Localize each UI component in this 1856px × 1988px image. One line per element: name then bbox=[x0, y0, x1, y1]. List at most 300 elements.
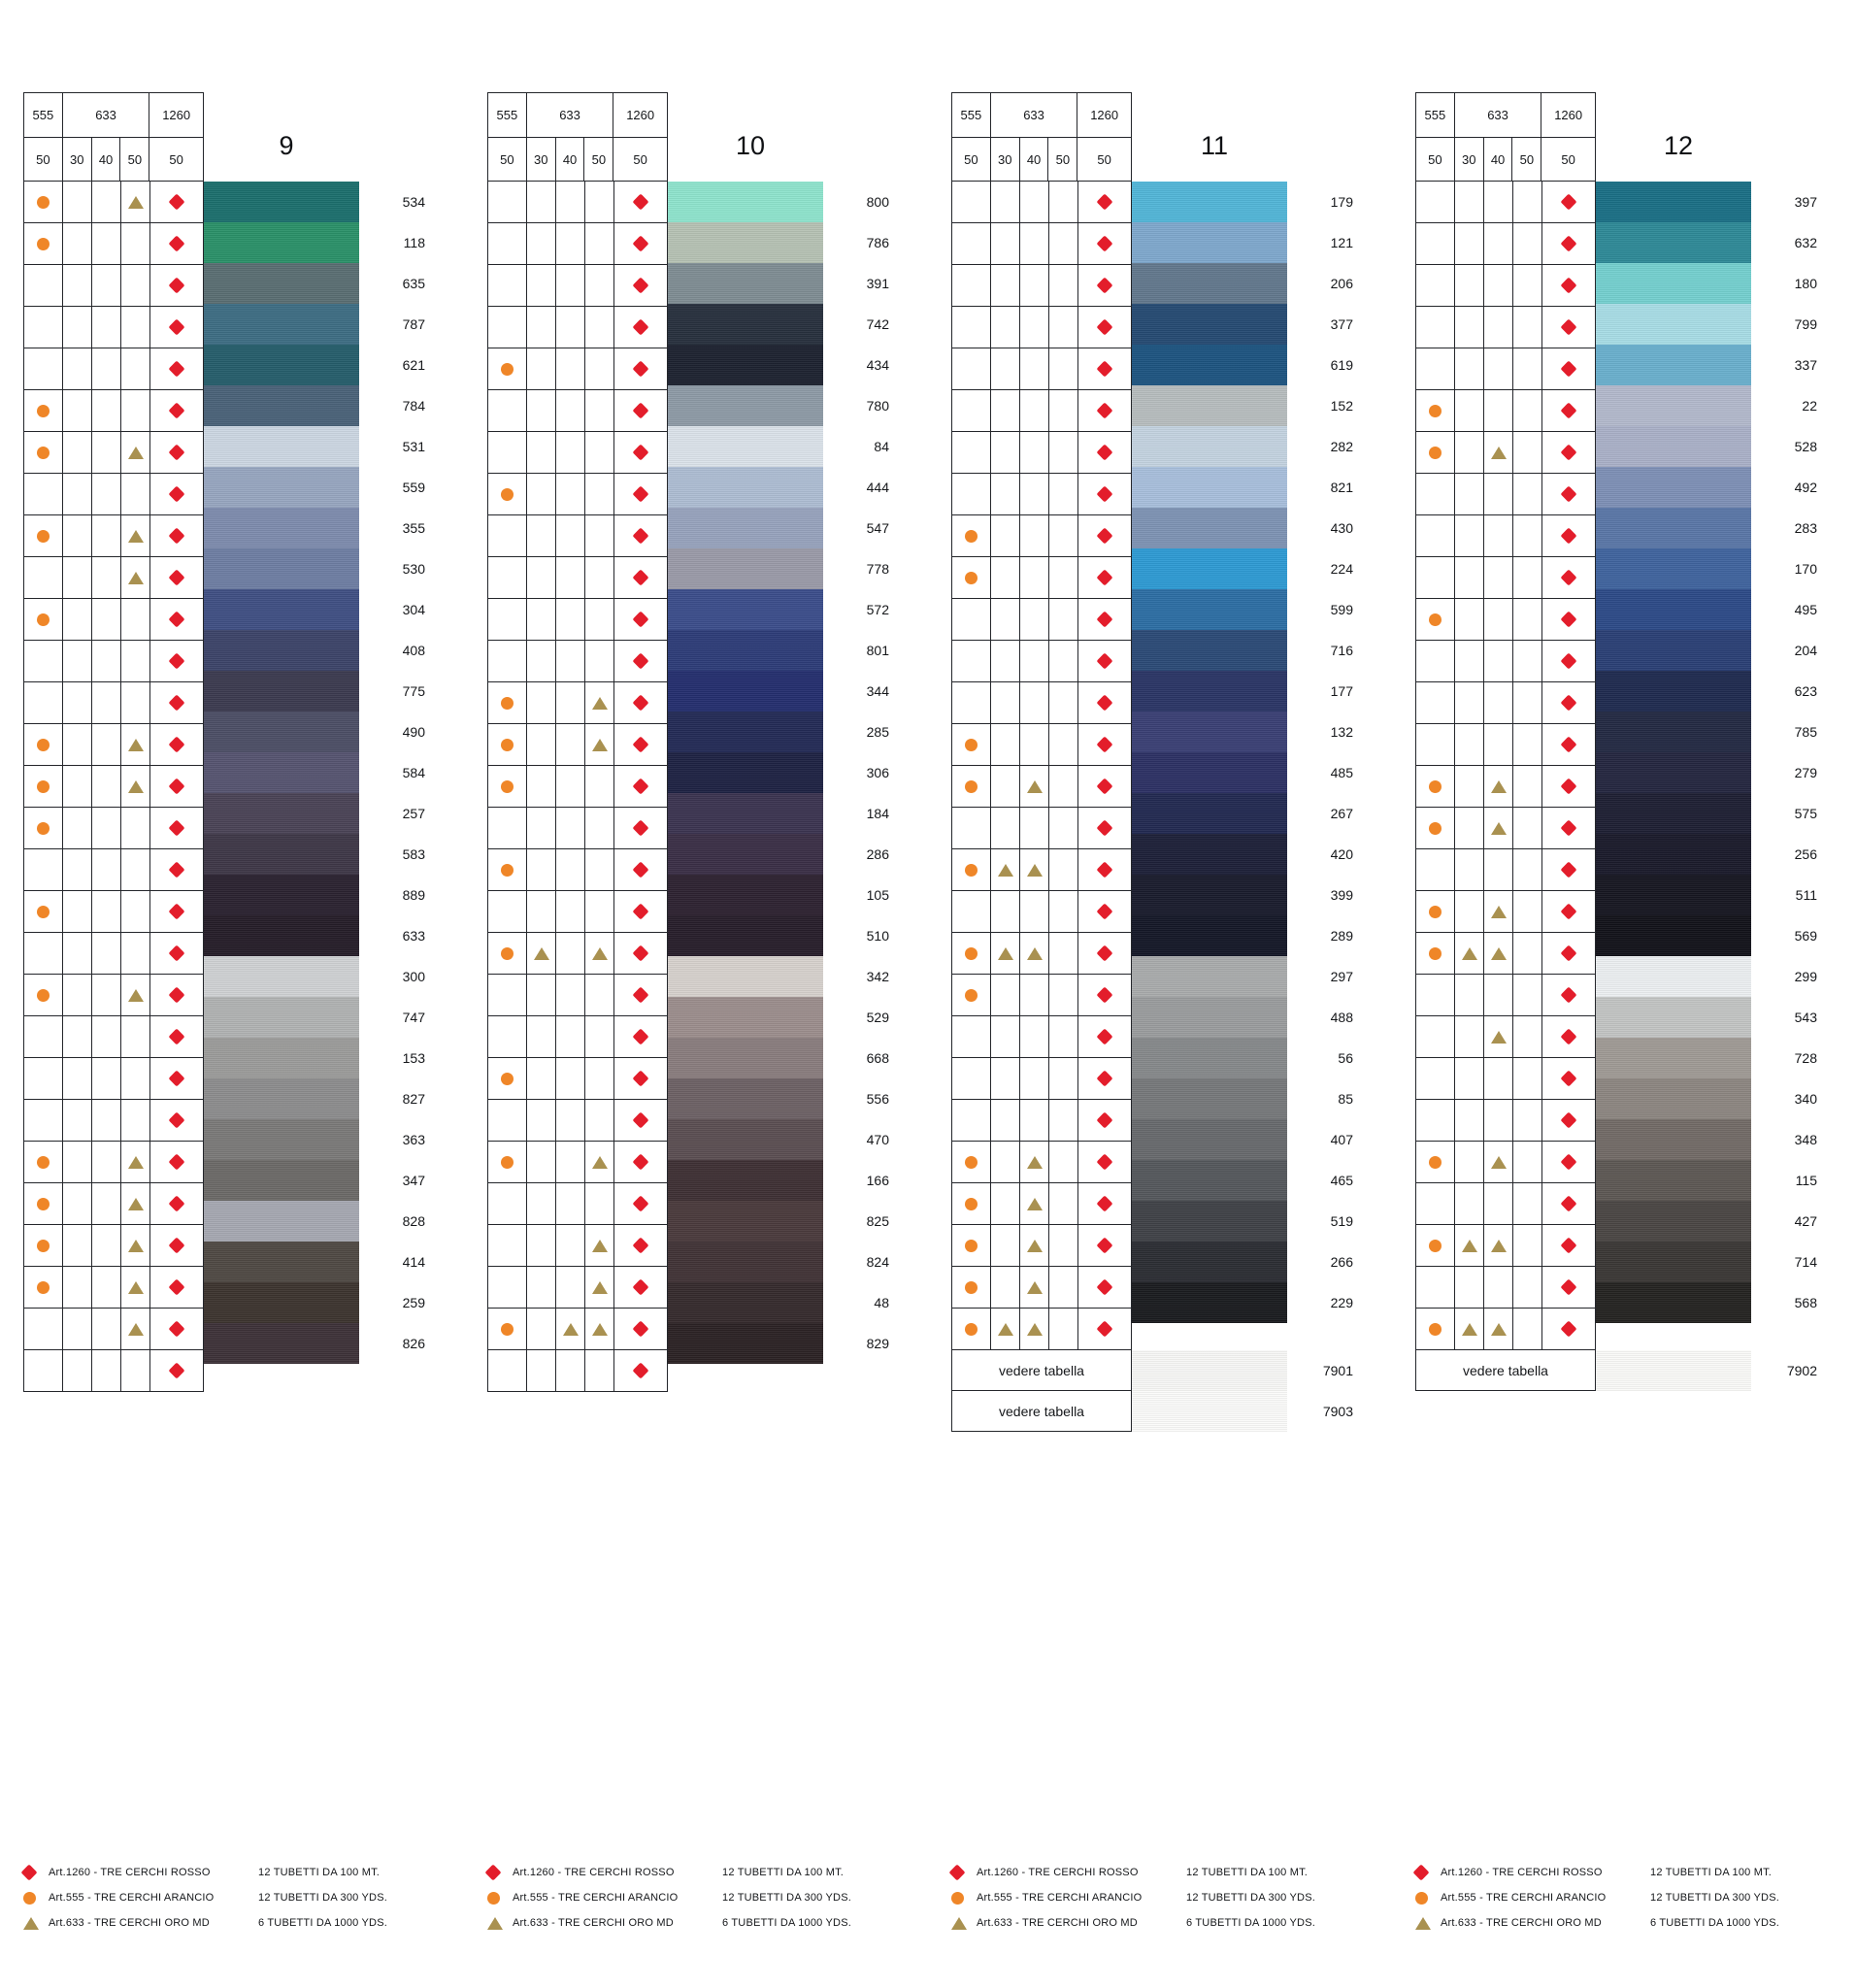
header-art-555: 555 bbox=[488, 93, 527, 137]
panel-number: 9 bbox=[279, 131, 294, 160]
thickness-row bbox=[488, 138, 668, 181]
mark-cell-3 bbox=[1513, 223, 1542, 264]
color-code: 742 bbox=[866, 316, 889, 332]
legend-symbol bbox=[951, 1917, 977, 1930]
mark-cell-1 bbox=[63, 1016, 92, 1057]
mark-cell-4 bbox=[614, 223, 667, 264]
color-swatch bbox=[1132, 426, 1287, 467]
art1260-diamond-icon bbox=[1561, 612, 1577, 628]
swatch-row bbox=[1132, 589, 1369, 630]
mark-cell-1 bbox=[991, 1016, 1020, 1057]
swatch-row bbox=[668, 630, 905, 671]
mark-cell-1 bbox=[527, 682, 556, 723]
table-row bbox=[24, 975, 203, 1016]
color-code: 621 bbox=[402, 357, 425, 373]
thickness-cell-3: 50 bbox=[584, 138, 613, 181]
mark-cell-0 bbox=[1416, 891, 1455, 932]
color-code: 799 bbox=[1794, 316, 1817, 332]
mark-cell-0 bbox=[952, 641, 991, 681]
mark-cell-2 bbox=[1484, 432, 1513, 473]
mark-cell-2 bbox=[1020, 474, 1049, 514]
swatch-row bbox=[1132, 304, 1369, 345]
header-art-633: 633 bbox=[63, 93, 150, 137]
swatch-row bbox=[668, 304, 905, 345]
mark-cell-0 bbox=[488, 1183, 527, 1224]
mark-cell-0 bbox=[24, 1267, 63, 1308]
mark-cell-1 bbox=[527, 1225, 556, 1266]
swatch-row bbox=[1596, 385, 1833, 426]
legend-item bbox=[1415, 1910, 1856, 1936]
mark-cell-1 bbox=[63, 891, 92, 932]
mark-cell-1 bbox=[527, 432, 556, 473]
color-swatch bbox=[1596, 508, 1751, 548]
panel-number: 11 bbox=[1200, 131, 1229, 160]
color-code: 297 bbox=[1330, 969, 1353, 984]
color-swatch bbox=[1596, 671, 1751, 712]
art1260-diamond-icon bbox=[1561, 1321, 1577, 1338]
color-code: 85 bbox=[1338, 1091, 1353, 1107]
swatch-row bbox=[1132, 1242, 1369, 1282]
mark-cell-0 bbox=[952, 1267, 991, 1308]
mark-cell-4 bbox=[614, 390, 667, 431]
color-code: 391 bbox=[866, 276, 889, 291]
art555-dot-icon bbox=[965, 989, 978, 1002]
color-code: 889 bbox=[402, 887, 425, 903]
mark-cell-0 bbox=[1416, 1016, 1455, 1057]
art1260-diamond-icon bbox=[1561, 528, 1577, 545]
mark-cell-4 bbox=[1542, 1142, 1595, 1182]
mark-cell-1 bbox=[63, 1142, 92, 1182]
art1260-diamond-icon bbox=[169, 1196, 185, 1212]
art633-triangle-icon bbox=[998, 864, 1013, 877]
swatch-row bbox=[1596, 1350, 1833, 1391]
mark-cell-3 bbox=[1049, 1016, 1078, 1057]
thickness-cell-4: 50 bbox=[613, 138, 668, 181]
color-swatch bbox=[204, 345, 359, 385]
art633-triangle-icon bbox=[128, 739, 144, 751]
mark-cell-3 bbox=[1049, 891, 1078, 932]
vedere-tabella-label: vedere tabella bbox=[951, 1391, 1132, 1432]
table-row bbox=[488, 348, 667, 390]
mark-cell-2 bbox=[1020, 599, 1049, 640]
legend-quantity: 12 TUBETTI DA 300 YDS. bbox=[1186, 1892, 1315, 1904]
swatch-row bbox=[1132, 222, 1369, 263]
vedere-tabella-label: vedere tabella bbox=[951, 1350, 1132, 1391]
color-swatch bbox=[668, 793, 823, 834]
mark-cell-2 bbox=[1484, 849, 1513, 890]
table-row bbox=[1416, 1183, 1595, 1225]
color-swatch bbox=[204, 793, 359, 834]
mark-cell-0 bbox=[24, 1350, 63, 1391]
legend-name: Art.633 - TRE CERCHI ORO MD bbox=[977, 1917, 1138, 1929]
legend-column bbox=[1392, 1860, 1856, 1936]
mark-cell-4 bbox=[1542, 766, 1595, 807]
legend-symbol bbox=[487, 1892, 513, 1905]
thickness-cell-3: 50 bbox=[120, 138, 149, 181]
mark-cell-2 bbox=[1020, 1309, 1049, 1349]
legend-quantity: 12 TUBETTI DA 100 MT. bbox=[722, 1867, 845, 1878]
mark-cell-2 bbox=[556, 1309, 585, 1349]
color-code: 826 bbox=[402, 1336, 425, 1351]
color-panel-12 bbox=[1392, 92, 1856, 1391]
mark-cell-3 bbox=[1049, 1100, 1078, 1141]
color-code: 259 bbox=[402, 1295, 425, 1310]
art633-triangle-icon bbox=[1491, 822, 1507, 835]
art633-triangle-icon bbox=[128, 1281, 144, 1294]
mark-cell-2 bbox=[1020, 557, 1049, 598]
art555-dot-icon bbox=[1429, 1240, 1442, 1252]
color-code: 282 bbox=[1330, 439, 1353, 454]
table-row bbox=[952, 1142, 1131, 1183]
color-swatch bbox=[1596, 345, 1751, 385]
mark-cell-4 bbox=[1078, 557, 1131, 598]
mark-cell-1 bbox=[527, 766, 556, 807]
mark-cell-1 bbox=[991, 307, 1020, 348]
table-row bbox=[1416, 265, 1595, 307]
art1260-diamond-icon bbox=[633, 653, 649, 670]
mark-cell-4 bbox=[1542, 891, 1595, 932]
mark-cell-1 bbox=[991, 1225, 1020, 1266]
color-swatch bbox=[204, 548, 359, 589]
legend-quantity: 12 TUBETTI DA 300 YDS. bbox=[1650, 1892, 1779, 1904]
mark-cell-4 bbox=[150, 891, 203, 932]
mark-cell-2 bbox=[1020, 265, 1049, 306]
color-code: 568 bbox=[1794, 1295, 1817, 1310]
art633-triangle-icon bbox=[128, 447, 144, 459]
color-swatch bbox=[1596, 426, 1751, 467]
mark-cell-4 bbox=[614, 265, 667, 306]
mark-cell-3 bbox=[121, 1142, 150, 1182]
mark-cell-1 bbox=[991, 432, 1020, 473]
legend-item bbox=[1415, 1860, 1856, 1885]
color-swatch bbox=[1132, 671, 1287, 712]
color-swatch bbox=[1132, 1119, 1287, 1160]
art1260-diamond-icon bbox=[169, 278, 185, 294]
mark-cell-3 bbox=[121, 1058, 150, 1099]
color-code: 569 bbox=[1794, 928, 1817, 944]
mark-cell-2 bbox=[1020, 432, 1049, 473]
mark-cell-4 bbox=[614, 515, 667, 556]
art1260-diamond-icon bbox=[1097, 486, 1113, 503]
color-code: 285 bbox=[866, 724, 889, 740]
color-code: 279 bbox=[1794, 765, 1817, 780]
table-row bbox=[488, 1142, 667, 1183]
mark-cell-0 bbox=[1416, 432, 1455, 473]
color-code: 633 bbox=[402, 928, 425, 944]
art633-triangle-icon bbox=[998, 947, 1013, 960]
art1260-diamond-icon bbox=[1561, 319, 1577, 336]
swatch-row bbox=[1132, 671, 1369, 712]
mark-cell-4 bbox=[1078, 1267, 1131, 1308]
art1260-diamond-icon bbox=[1561, 862, 1577, 878]
mark-cell-1 bbox=[1455, 515, 1484, 556]
mark-cell-3 bbox=[1049, 599, 1078, 640]
mark-cell-1 bbox=[63, 599, 92, 640]
mark-cell-2 bbox=[556, 265, 585, 306]
header-art-633: 633 bbox=[527, 93, 614, 137]
table-row bbox=[24, 766, 203, 808]
mark-cell-0 bbox=[24, 557, 63, 598]
art555-dot-icon bbox=[37, 989, 50, 1002]
color-code: 547 bbox=[866, 520, 889, 536]
thickness-cell-3: 50 bbox=[1512, 138, 1541, 181]
swatch-row bbox=[1596, 752, 1833, 793]
color-swatch bbox=[1596, 712, 1751, 752]
table-row bbox=[1416, 641, 1595, 682]
mark-cell-3 bbox=[121, 182, 150, 222]
mark-cell-0 bbox=[24, 432, 63, 473]
swatch-row bbox=[204, 467, 441, 508]
mark-cell-2 bbox=[1484, 975, 1513, 1015]
mark-cell-2 bbox=[92, 1142, 121, 1182]
mark-cell-3 bbox=[121, 849, 150, 890]
mark-cell-3 bbox=[1513, 891, 1542, 932]
article-header-grid bbox=[23, 92, 204, 182]
mark-cell-0 bbox=[488, 766, 527, 807]
table-row bbox=[952, 724, 1131, 766]
color-code: 420 bbox=[1330, 846, 1353, 862]
art555-dot-icon bbox=[37, 405, 50, 417]
art1260-diamond-icon bbox=[633, 1029, 649, 1045]
art1260-diamond-icon bbox=[169, 1029, 185, 1045]
mark-cell-3 bbox=[1513, 933, 1542, 974]
art555-dot-icon bbox=[951, 1892, 964, 1905]
mark-cell-1 bbox=[63, 182, 92, 222]
legend-quantity: 6 TUBETTI DA 1000 YDS. bbox=[258, 1917, 387, 1929]
color-swatch bbox=[1596, 1160, 1751, 1201]
mark-cell-3 bbox=[585, 1267, 614, 1308]
mark-cell-4 bbox=[150, 849, 203, 890]
mark-cell-1 bbox=[991, 1267, 1020, 1308]
mark-cell-1 bbox=[991, 808, 1020, 848]
mark-cell-1 bbox=[1455, 390, 1484, 431]
table-row bbox=[952, 1309, 1131, 1349]
mark-cell-3 bbox=[585, 682, 614, 723]
art1260-diamond-icon bbox=[1561, 1112, 1577, 1129]
mark-cell-4 bbox=[1078, 307, 1131, 348]
mark-cell-4 bbox=[1078, 724, 1131, 765]
color-swatch bbox=[668, 752, 823, 793]
color-swatch bbox=[204, 956, 359, 997]
mark-cell-4 bbox=[614, 1142, 667, 1182]
art555-dot-icon bbox=[37, 447, 50, 459]
mark-cell-1 bbox=[63, 766, 92, 807]
mark-cell-4 bbox=[1078, 975, 1131, 1015]
table-row bbox=[1416, 390, 1595, 432]
legend-item bbox=[951, 1885, 1392, 1910]
mark-cell-0 bbox=[952, 474, 991, 514]
color-swatch bbox=[668, 1201, 823, 1242]
color-code: 635 bbox=[402, 276, 425, 291]
mark-cell-1 bbox=[527, 1100, 556, 1141]
mark-cell-1 bbox=[1455, 1267, 1484, 1308]
mark-cell-0 bbox=[488, 1142, 527, 1182]
color-swatch bbox=[1596, 467, 1751, 508]
legend-name: Art.633 - TRE CERCHI ORO MD bbox=[1441, 1917, 1602, 1929]
mark-cell-0 bbox=[488, 307, 527, 348]
mark-cell-0 bbox=[488, 265, 527, 306]
mark-cell-4 bbox=[150, 1309, 203, 1349]
color-code: 584 bbox=[402, 765, 425, 780]
mark-cell-0 bbox=[952, 933, 991, 974]
color-swatch bbox=[1132, 222, 1287, 263]
mark-cell-3 bbox=[121, 390, 150, 431]
color-swatch bbox=[1596, 1078, 1751, 1119]
color-swatch bbox=[1132, 1242, 1287, 1282]
table-row bbox=[1416, 849, 1595, 891]
legend-container bbox=[0, 1860, 1856, 1936]
color-swatch bbox=[1132, 467, 1287, 508]
art555-dot-icon bbox=[965, 572, 978, 584]
mark-cell-3 bbox=[1513, 1309, 1542, 1349]
mark-cell-0 bbox=[24, 724, 63, 765]
swatch-row bbox=[668, 1282, 905, 1323]
mark-cell-0 bbox=[952, 766, 991, 807]
table-row bbox=[952, 265, 1131, 307]
art555-dot-icon bbox=[501, 363, 514, 376]
table-row bbox=[1416, 557, 1595, 599]
art555-dot-icon bbox=[1415, 1892, 1428, 1905]
mark-cell-2 bbox=[92, 682, 121, 723]
art1260-diamond-icon bbox=[1561, 904, 1577, 920]
legend-symbol bbox=[23, 1917, 49, 1930]
mark-cell-4 bbox=[614, 1225, 667, 1266]
mark-cell-4 bbox=[1078, 641, 1131, 681]
panel-tail bbox=[951, 1350, 1369, 1432]
mark-cell-2 bbox=[1020, 515, 1049, 556]
swatch-row bbox=[668, 671, 905, 712]
swatch-row bbox=[204, 1323, 441, 1364]
art1260-diamond-icon bbox=[1097, 1279, 1113, 1296]
art633-triangle-icon bbox=[1027, 947, 1043, 960]
mark-cell-3 bbox=[1049, 933, 1078, 974]
swatch-row bbox=[668, 875, 905, 915]
color-swatch bbox=[204, 1119, 359, 1160]
art633-triangle-icon bbox=[1027, 1323, 1043, 1336]
color-code: 300 bbox=[402, 969, 425, 984]
art633-triangle-icon bbox=[1462, 1240, 1477, 1252]
mark-cell-0 bbox=[952, 1100, 991, 1141]
color-code: 824 bbox=[866, 1254, 889, 1270]
mark-cell-3 bbox=[1049, 724, 1078, 765]
mark-cell-4 bbox=[1078, 1183, 1131, 1224]
mark-cell-2 bbox=[1484, 682, 1513, 723]
table-row bbox=[24, 390, 203, 432]
mark-cell-2 bbox=[1484, 1142, 1513, 1182]
table-row bbox=[24, 808, 203, 849]
mark-cell-0 bbox=[488, 891, 527, 932]
mark-cell-2 bbox=[1020, 724, 1049, 765]
mark-cell-4 bbox=[150, 307, 203, 348]
art633-triangle-icon bbox=[592, 1281, 608, 1294]
table-row bbox=[1416, 1225, 1595, 1267]
mark-cell-3 bbox=[121, 1225, 150, 1266]
art633-triangle-icon bbox=[1491, 1156, 1507, 1169]
swatch-row bbox=[1596, 630, 1833, 671]
mark-cell-0 bbox=[488, 432, 527, 473]
mark-cell-4 bbox=[150, 390, 203, 431]
color-swatch bbox=[1132, 752, 1287, 793]
mark-cell-0 bbox=[1416, 1100, 1455, 1141]
art1260-diamond-icon bbox=[1413, 1865, 1430, 1881]
swatch-row bbox=[1596, 1119, 1833, 1160]
mark-cell-0 bbox=[488, 1225, 527, 1266]
color-code: 632 bbox=[1794, 235, 1817, 250]
color-swatch bbox=[204, 589, 359, 630]
mark-cell-4 bbox=[1542, 1183, 1595, 1224]
table-row bbox=[24, 474, 203, 515]
mark-cell-4 bbox=[150, 641, 203, 681]
mark-cell-4 bbox=[150, 557, 203, 598]
color-code: 184 bbox=[866, 806, 889, 821]
art1260-diamond-icon bbox=[633, 445, 649, 461]
color-swatch bbox=[1596, 263, 1751, 304]
color-code: 434 bbox=[866, 357, 889, 373]
table-row bbox=[488, 265, 667, 307]
color-code: 785 bbox=[1794, 724, 1817, 740]
art1260-diamond-icon bbox=[169, 737, 185, 753]
mark-cell-3 bbox=[121, 474, 150, 514]
color-swatch bbox=[204, 1201, 359, 1242]
table-row bbox=[1416, 1309, 1595, 1349]
table-row bbox=[1416, 933, 1595, 975]
table-row bbox=[952, 515, 1131, 557]
color-code: 485 bbox=[1330, 765, 1353, 780]
mark-cell-3 bbox=[1049, 474, 1078, 514]
mark-cell-4 bbox=[1078, 474, 1131, 514]
mark-cell-2 bbox=[1020, 891, 1049, 932]
color-swatch bbox=[668, 263, 823, 304]
mark-cell-2 bbox=[556, 1100, 585, 1141]
mark-cell-3 bbox=[121, 891, 150, 932]
mark-cell-0 bbox=[24, 307, 63, 348]
color-code: 7902 bbox=[1786, 1363, 1817, 1378]
mark-cell-1 bbox=[63, 1267, 92, 1308]
mark-cell-2 bbox=[1020, 1016, 1049, 1057]
art555-dot-icon bbox=[37, 1156, 50, 1169]
table-row bbox=[488, 1309, 667, 1350]
color-swatch bbox=[1596, 385, 1751, 426]
mark-cell-2 bbox=[1020, 682, 1049, 723]
mark-cell-3 bbox=[1513, 432, 1542, 473]
art555-dot-icon bbox=[965, 1323, 978, 1336]
table-row bbox=[488, 1350, 667, 1391]
swatch-row bbox=[1132, 548, 1369, 589]
mark-cell-2 bbox=[556, 182, 585, 222]
mark-cell-4 bbox=[1542, 1267, 1595, 1308]
mark-cell-0 bbox=[488, 390, 527, 431]
color-swatch bbox=[1132, 508, 1287, 548]
header-art-555: 555 bbox=[1416, 93, 1455, 137]
legend-name: Art.633 - TRE CERCHI ORO MD bbox=[49, 1917, 210, 1929]
color-code: 619 bbox=[1330, 357, 1353, 373]
header-art-1260: 1260 bbox=[1541, 93, 1596, 137]
color-code: 229 bbox=[1330, 1295, 1353, 1310]
art633-triangle-icon bbox=[128, 1323, 144, 1336]
legend-item bbox=[23, 1910, 464, 1936]
swatch-row bbox=[1132, 1201, 1369, 1242]
color-panel-11 bbox=[928, 92, 1392, 1432]
mark-cell-3 bbox=[121, 682, 150, 723]
swatch-row bbox=[668, 752, 905, 793]
mark-cell-0 bbox=[24, 933, 63, 974]
table-row bbox=[1416, 474, 1595, 515]
mark-cell-2 bbox=[1020, 1267, 1049, 1308]
table-row bbox=[488, 515, 667, 557]
swatch-row bbox=[668, 1160, 905, 1201]
color-code: 775 bbox=[402, 683, 425, 699]
table-row bbox=[24, 933, 203, 975]
